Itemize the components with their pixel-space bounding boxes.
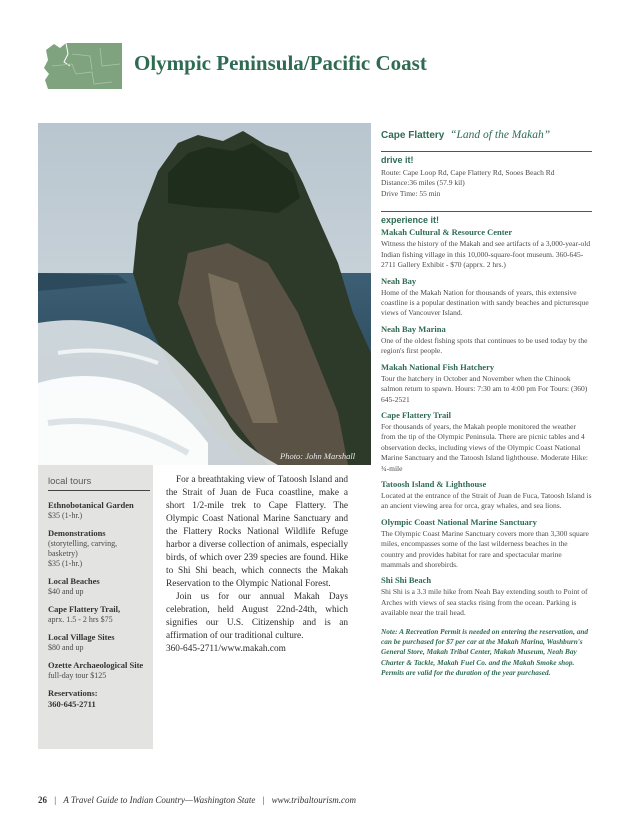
attraction-text: The Olympic Coast Marine Sanctuary covers more than 3,300 square miles, encompasses some of the last wilderness beaches in the country and provides habitat for rare and spectacular marine mammals and shorebirds.: [381, 528, 589, 569]
tour-item: [48, 528, 150, 569]
attraction-text: One of the oldest fishing spots that continues to be used today by the region's first people.: [381, 335, 588, 356]
tour-name: Ozette Archaeological Site: [48, 660, 144, 670]
tour-item: [48, 688, 150, 709]
local-tours-sidebar: [48, 477, 150, 716]
tour-name: Cape Flattery Trail,: [48, 604, 121, 614]
tour-item: [48, 660, 150, 681]
attraction-text: Home of the Makah Nation for thousands of years, this extensive coastline is a popular destination with sandy beaches and picturesque views of Vancouver Island.: [381, 287, 589, 318]
attraction-title: Makah Cultural & Resource Center: [381, 227, 513, 238]
attraction-title: Tatoosh Island & Lighthouse: [381, 478, 487, 489]
attraction-title: Cape Flattery Trail: [381, 409, 452, 420]
attraction-text: Witness the history of the Makah and see artifacts of a 3,000-year-old Indian fishing village in this 10,000-square-foot museum. 360-645-2711 Gallery Exhibit - $70 (apprx. 2 hrs.): [381, 239, 591, 270]
tour-detail: $35 (1-hr.): [48, 559, 83, 568]
page-footer: [38, 795, 356, 805]
cape-flattery-photo: [38, 123, 371, 465]
attraction-entry: [381, 362, 592, 405]
cape-flattery-column: [381, 130, 592, 679]
tour-name: Local Village Sites: [48, 632, 115, 642]
attraction-entry: [381, 517, 592, 571]
attraction-title: Olympic Coast National Marine Sanctuary: [381, 516, 537, 527]
tour-detail: $40 and up: [48, 587, 84, 596]
attraction-text: Tour the hatchery in October and November when the Chinook salmon return to spawn. Hours: 7:30 am to 4:00 pm For Tours: (360) 645-2521: [381, 373, 588, 404]
attraction-title: Neah Bay: [381, 275, 417, 286]
tour-detail: full-day tour $125: [48, 671, 107, 680]
attraction-entry: [381, 479, 592, 512]
attraction-entry: [381, 324, 592, 357]
attraction-text: Located at the entrance of the Strait of Juan de Fuca, Tatoosh Island is an ancient viewing area for orca, gray whales, and sea lions.: [381, 490, 592, 511]
drive-heading: drive it!: [381, 151, 592, 165]
tour-detail: basketry): [48, 549, 78, 558]
section-title: [381, 130, 592, 141]
contact-info: 360-645-2711/www.makah.com: [166, 644, 286, 654]
tour-item: [48, 632, 150, 653]
guide-title: A Travel Guide to Indian Country—Washington State: [63, 795, 256, 805]
tour-item: [48, 576, 150, 597]
tour-name: Ethnobotanical Garden: [48, 500, 134, 510]
tour-item: [48, 604, 150, 625]
drive-it-block: [381, 151, 592, 199]
drive-time-line: Drive Time: 55 min: [381, 188, 441, 198]
tour-detail: aprx. 1.5 - 2 hrs $75: [48, 615, 113, 624]
washington-state-map-icon: [42, 40, 124, 92]
route-line: Route: Cape Loop Rd, Cape Flattery Rd, Sooes Beach Rd: [381, 167, 555, 177]
footer-separator: |: [262, 795, 265, 805]
section-tagline: “Land of the Makah”: [450, 129, 551, 141]
attraction-title: Neah Bay Marina: [381, 323, 446, 334]
attraction-entry: [381, 575, 592, 618]
attraction-entry: [381, 276, 592, 319]
tour-name: Demonstrations: [48, 528, 106, 538]
tour-detail: (storytelling, carving,: [48, 539, 118, 548]
attraction-entry: [381, 227, 592, 270]
attraction-title: Makah National Fish Hatchery: [381, 361, 495, 372]
distance-line: Distance:36 miles (57.9 kil): [381, 178, 465, 188]
tour-detail: $35 (1-hr.): [48, 511, 83, 520]
article-body: [166, 474, 348, 656]
article-paragraph: Join us for our annual Makah Days celebration, held August 22nd-24th, which signifies our U.S. Citizenship and is an affirmation of our traditional culture.: [166, 592, 348, 641]
footer-separator: |: [54, 795, 57, 805]
tour-name: Reservations:: [48, 688, 98, 698]
tour-detail: $80 and up: [48, 643, 84, 652]
sidebar-heading: local tours: [48, 477, 150, 491]
website-link[interactable]: www.tribaltourism.com: [271, 795, 356, 805]
attraction-title: Shi Shi Beach: [381, 575, 432, 586]
experience-heading: experience it!: [381, 211, 592, 225]
permit-note: Note: A Recreation Permit is needed on entering the reservation, and can be purchased for $7 per car at the Makah Marina, Washburn's General Store, Makah Tribal Center, Makah Museum, Neah Bay Charter & Tackle, Makah Fuel Co. and the Makah Smoke shop. Permits are valid for the duration of the year purchased.: [381, 626, 589, 678]
tour-item: [48, 500, 150, 521]
attraction-entry: [381, 410, 592, 474]
attraction-text: For thousands of years, the Makah people monitored the weather from the tip of the Olympic Peninsula. There are picnic tables and 4 observation decks, including views of the Olympic Coast National Marine Sanctuary and the Tatoosh Island lighthouse. Moderate Hike: ¾-mile: [381, 421, 588, 473]
page-title: Olympic Peninsula/Pacific Coast: [134, 51, 427, 75]
reservations-phone: 360-645-2711: [48, 699, 96, 709]
section-name: Cape Flattery: [381, 130, 445, 141]
attraction-text: Shi Shi is a 3.3 mile hike from Neah Bay extending south to Point of Arches with views of sea stacks rising from the ocean. Parking is available near the trail head.: [381, 587, 588, 618]
tour-name: Local Beaches: [48, 576, 100, 586]
page-number: 26: [38, 795, 47, 805]
photo-credit: Photo: John Marshall: [280, 451, 356, 461]
article-paragraph: For a breathtaking view of Tatoosh Island and the Strait of Juan de Fuca coastline, make a short 1/2-mile trek to Cape Flattery. The Olympic Coast National Marine Sanctuary and the Flattery Rocks National Wildlife Refuge harbor a diverse collection of animals, especially birds, of which over 239 species are found. Hike to Shi Shi beach, which connects the Makah Reservation to the Olympic National Forest.: [166, 475, 348, 589]
